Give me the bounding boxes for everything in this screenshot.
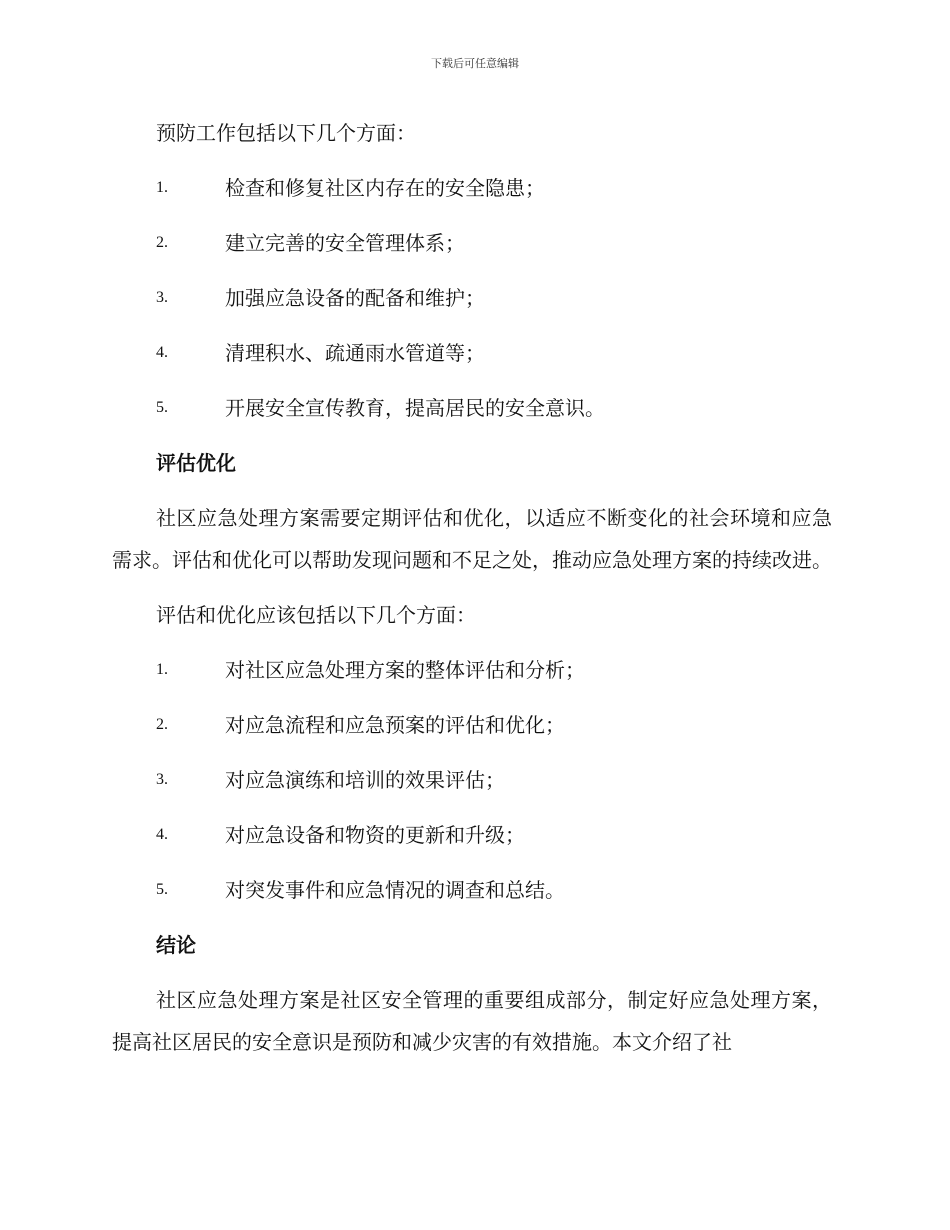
list-item [112, 759, 832, 801]
list-item [112, 649, 832, 691]
evaluation-paragraph: 社区应急处理方案需要定期评估和优化，以适应不断变化的社会环境和应急需求。评估和优化可以帮助发现问题和不足之处，推动应急处理方案的持续改进。 [112, 506, 832, 572]
section-heading-conclusion: 结论 [156, 933, 196, 957]
list-text: 对突发事件和应急情况的调查和总结。 [225, 878, 565, 902]
list-number: 1. [156, 661, 168, 678]
list-item [112, 869, 832, 911]
list-item [112, 167, 832, 209]
list-item [112, 222, 832, 264]
list-text: 加强应急设备的配备和维护； [225, 286, 485, 310]
section-heading-evaluation: 评估优化 [156, 451, 236, 475]
list-text: 清理积水、疏通雨水管道等； [225, 341, 485, 365]
list-item [112, 277, 832, 319]
prevention-list [112, 167, 832, 429]
list-number: 1. [156, 179, 168, 196]
list-item [112, 387, 832, 429]
evaluation-intro: 评估和优化应该包括以下几个方面： [156, 603, 476, 627]
evaluation-list [112, 649, 832, 911]
list-number: 2. [156, 716, 168, 733]
list-number: 5. [156, 881, 168, 898]
list-text: 对社区应急处理方案的整体评估和分析； [225, 658, 585, 682]
document-body [112, 112, 832, 1076]
list-number: 4. [156, 344, 168, 361]
list-text: 开展安全宣传教育，提高居民的安全意识。 [225, 396, 605, 420]
list-text: 建立完善的安全管理体系； [225, 231, 465, 255]
list-text: 对应急流程和应急预案的评估和优化； [225, 713, 565, 737]
list-number: 4. [156, 826, 168, 843]
list-text: 对应急设备和物资的更新和升级； [225, 823, 525, 847]
list-item [112, 814, 832, 856]
list-number: 5. [156, 399, 168, 416]
page-header: 下载后可任意编辑 [431, 57, 519, 70]
prevention-intro: 预防工作包括以下几个方面： [156, 121, 416, 145]
list-item [112, 332, 832, 374]
list-item [112, 704, 832, 746]
list-number: 3. [156, 289, 168, 306]
list-text: 检查和修复社区内存在的安全隐患； [225, 176, 545, 200]
list-number: 2. [156, 234, 168, 251]
list-text: 对应急演练和培训的效果评估； [225, 768, 505, 792]
conclusion-paragraph: 社区应急处理方案是社区安全管理的重要组成部分，制定好应急处理方案，提高社区居民的安全意识是预防和减少灾害的有效措施。本文介绍了社 [112, 988, 832, 1054]
list-number: 3. [156, 771, 168, 788]
